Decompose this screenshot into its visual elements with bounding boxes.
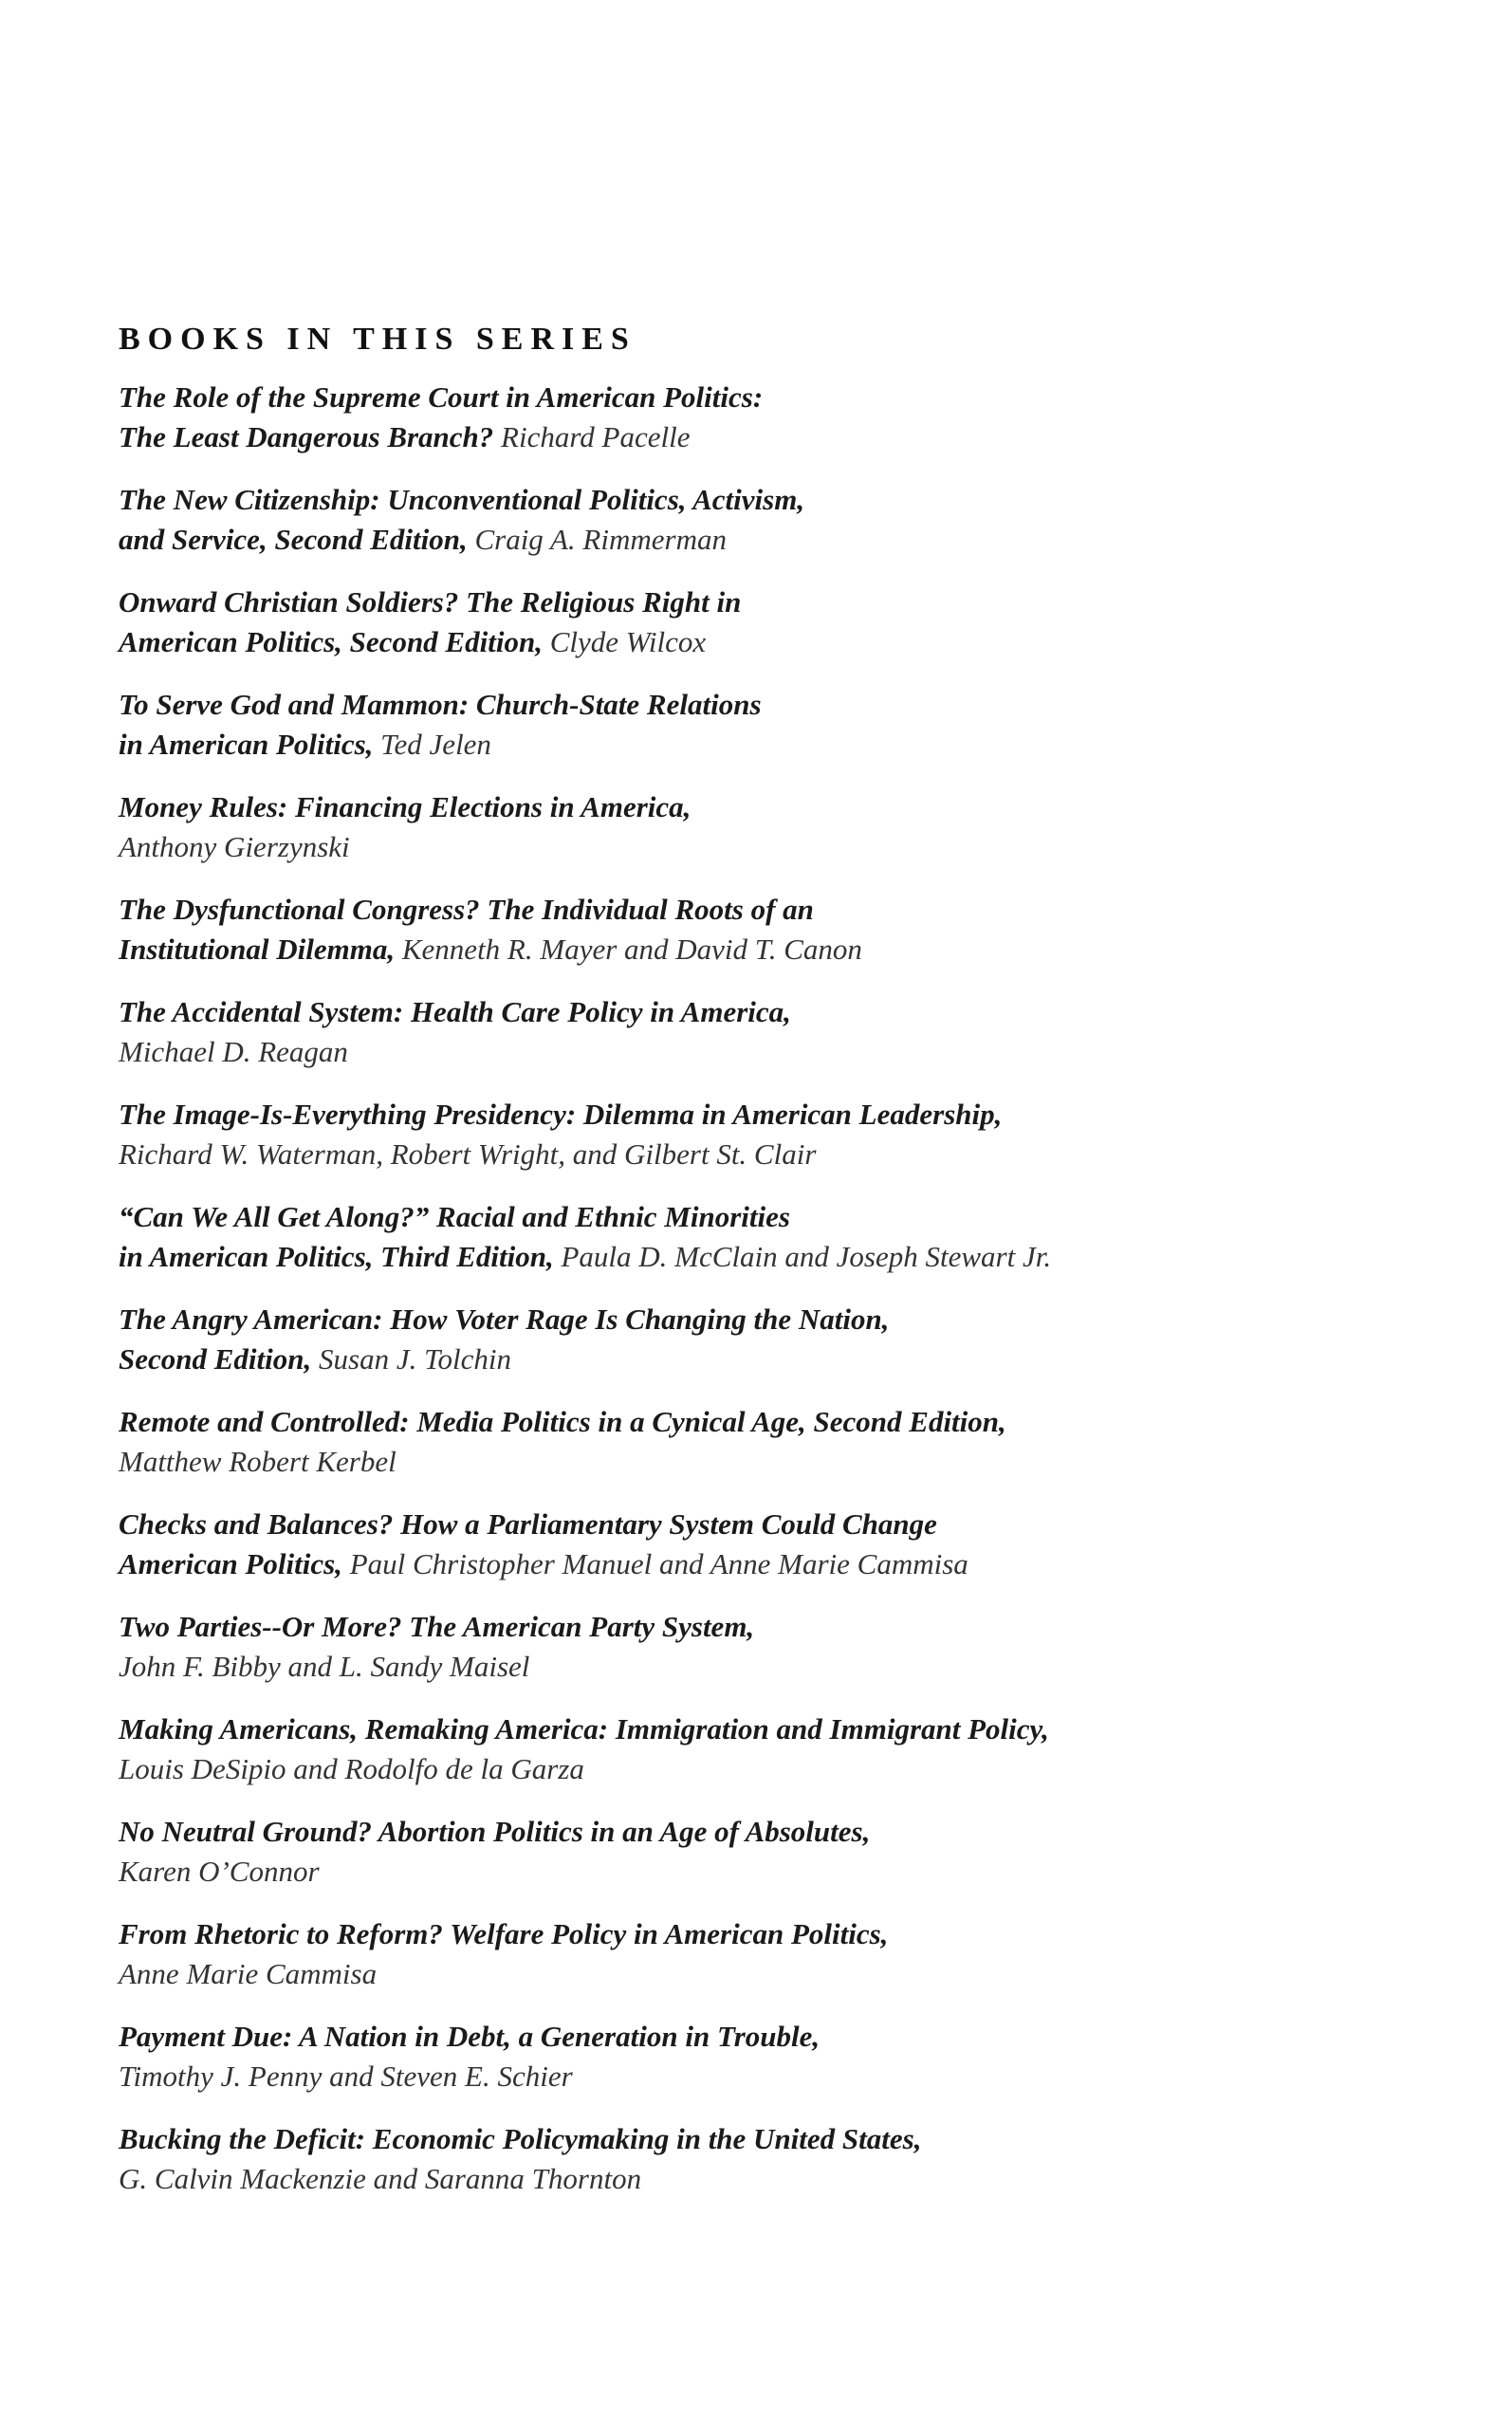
book-line-1: [119, 480, 1447, 520]
book-line-2: [119, 725, 1447, 765]
book-author: Anthony Gierzynski: [119, 830, 350, 863]
book-entry: [119, 2017, 1447, 2097]
book-entry: [119, 582, 1447, 662]
book-title: Onward Christian Soldiers? The Religious Right in: [119, 585, 742, 619]
book-line-1: [119, 685, 1447, 725]
book-line-2: [119, 1135, 1447, 1174]
book-line-1: [119, 1402, 1447, 1442]
book-author: Clyde Wilcox: [542, 625, 707, 658]
book-line-2: [119, 1852, 1447, 1892]
book-line-2: [119, 1442, 1447, 1482]
book-entry: [119, 480, 1447, 560]
book-line-2: [119, 520, 1447, 560]
book-author: Anne Marie Cammisa: [119, 1957, 378, 1990]
book-line-1: [119, 582, 1447, 622]
book-entry: [119, 685, 1447, 765]
book-title-cont: Institutional Dilemma,: [119, 933, 396, 966]
book-title: The Accidental System: Health Care Policy in America,: [119, 995, 791, 1028]
book-title: The Angry American: How Voter Rage Is Changing the Nation,: [119, 1302, 890, 1336]
book-author: Louis DeSipio and Rodolfo de la Garza: [119, 1752, 584, 1785]
book-title: The New Citizenship: Unconventional Politics, Activism,: [119, 483, 805, 516]
book-line-2: [119, 1237, 1447, 1277]
book-author: Ted Jelen: [373, 728, 491, 761]
book-title-cont: and Service, Second Edition,: [119, 523, 468, 556]
book-line-2: [119, 930, 1447, 970]
book-entry: [119, 378, 1447, 457]
book-line-2: [119, 1647, 1447, 1687]
book-title: The Role of the Supreme Court in American Politics:: [119, 380, 764, 414]
book-author: Kenneth R. Mayer and David T. Canon: [395, 933, 862, 966]
book-entry: [119, 1914, 1447, 1994]
book-entry: [119, 992, 1447, 1072]
book-title-cont: The Least Dangerous Branch?: [119, 420, 494, 453]
book-entry: [119, 2119, 1447, 2199]
book-line-1: [119, 1607, 1447, 1647]
series-heading: BOOKS IN THIS SERIES: [119, 322, 636, 357]
book-entry: [119, 1607, 1447, 1687]
book-title: From Rhetoric to Reform? Welfare Policy in American Politics,: [119, 1917, 889, 1950]
book-line-2: [119, 2057, 1447, 2097]
book-author: Matthew Robert Kerbel: [119, 1445, 396, 1478]
book-line-1: [119, 1709, 1447, 1749]
book-title: Two Parties--Or More? The American Party System,: [119, 1610, 755, 1643]
book-line-1: [119, 378, 1447, 417]
book-entry: [119, 1300, 1447, 1379]
book-line-1: [119, 1095, 1447, 1135]
book-title: To Serve God and Mammon: Church-State Relations: [119, 688, 762, 721]
book-author: Craig A. Rimmerman: [467, 523, 727, 556]
book-author: Paula D. McClain and Joseph Stewart Jr.: [553, 1240, 1052, 1273]
book-line-1: [119, 890, 1447, 930]
book-author: Karen O’Connor: [119, 1855, 320, 1888]
book-entry: [119, 1402, 1447, 1482]
book-author: Michael D. Reagan: [119, 1035, 348, 1068]
book-line-1: [119, 1505, 1447, 1544]
book-title: The Dysfunctional Congress? The Individual Roots of an: [119, 893, 814, 926]
book-entry: [119, 1505, 1447, 1584]
book-author: Paul Christopher Manuel and Anne Marie Cammisa: [341, 1547, 968, 1580]
book-title: Checks and Balances? How a Parliamentary System Could Change: [119, 1507, 937, 1541]
book-title: Payment Due: A Nation in Debt, a Generation in Trouble,: [119, 2020, 821, 2053]
book-line-2: [119, 1954, 1447, 1994]
book-line-1: [119, 787, 1447, 827]
book-line-1: [119, 1197, 1447, 1237]
book-line-1: [119, 1300, 1447, 1339]
book-author: Richard W. Waterman, Robert Wright, and Gilbert St. Clair: [119, 1137, 817, 1171]
book-line-2: [119, 827, 1447, 867]
book-title-cont: American Politics, Second Edition,: [119, 625, 543, 658]
book-entry: [119, 1197, 1447, 1277]
book-title-cont: in American Politics, Third Edition,: [119, 1240, 554, 1273]
book-line-2: [119, 1032, 1447, 1072]
book-line-1: [119, 2119, 1447, 2159]
book-author: Timothy J. Penny and Steven E. Schier: [119, 2060, 573, 2093]
book-title-cont: in American Politics,: [119, 728, 374, 761]
book-entry: [119, 890, 1447, 970]
book-title: The Image-Is-Everything Presidency: Dilemma in American Leadership,: [119, 1098, 1003, 1131]
book-title: Bucking the Deficit: Economic Policymaking in the United States,: [119, 2122, 922, 2155]
book-title-cont: Second Edition,: [119, 1342, 312, 1376]
book-entry: [119, 1812, 1447, 1892]
book-author: Susan J. Tolchin: [311, 1342, 511, 1376]
book-line-2: [119, 2159, 1447, 2199]
book-entry: [119, 787, 1447, 867]
book-line-1: [119, 992, 1447, 1032]
book-line-1: [119, 1812, 1447, 1852]
book-line-2: [119, 1544, 1447, 1584]
book-line-1: [119, 1914, 1447, 1954]
book-title: Making Americans, Remaking America: Immigration and Immigrant Policy,: [119, 1712, 1049, 1746]
book-line-2: [119, 1339, 1447, 1379]
book-title: “Can We All Get Along?” Racial and Ethnic Minorities: [119, 1200, 790, 1233]
book-line-2: [119, 417, 1447, 457]
book-line-2: [119, 622, 1447, 662]
book-author: John F. Bibby and L. Sandy Maisel: [119, 1650, 530, 1683]
book-entry: [119, 1095, 1447, 1174]
book-title-cont: American Politics,: [119, 1547, 342, 1580]
book-title: No Neutral Ground? Abortion Politics in an Age of Absolutes,: [119, 1815, 871, 1848]
book-author: G. Calvin Mackenzie and Saranna Thornton: [119, 2162, 642, 2195]
book-title: Remote and Controlled: Media Politics in a Cynical Age, Second Edition,: [119, 1405, 1006, 1438]
book-author: Richard Pacelle: [493, 420, 691, 453]
book-line-1: [119, 2017, 1447, 2057]
book-entry: [119, 1709, 1447, 1789]
book-title: Money Rules: Financing Elections in America,: [119, 790, 691, 823]
book-line-2: [119, 1749, 1447, 1789]
